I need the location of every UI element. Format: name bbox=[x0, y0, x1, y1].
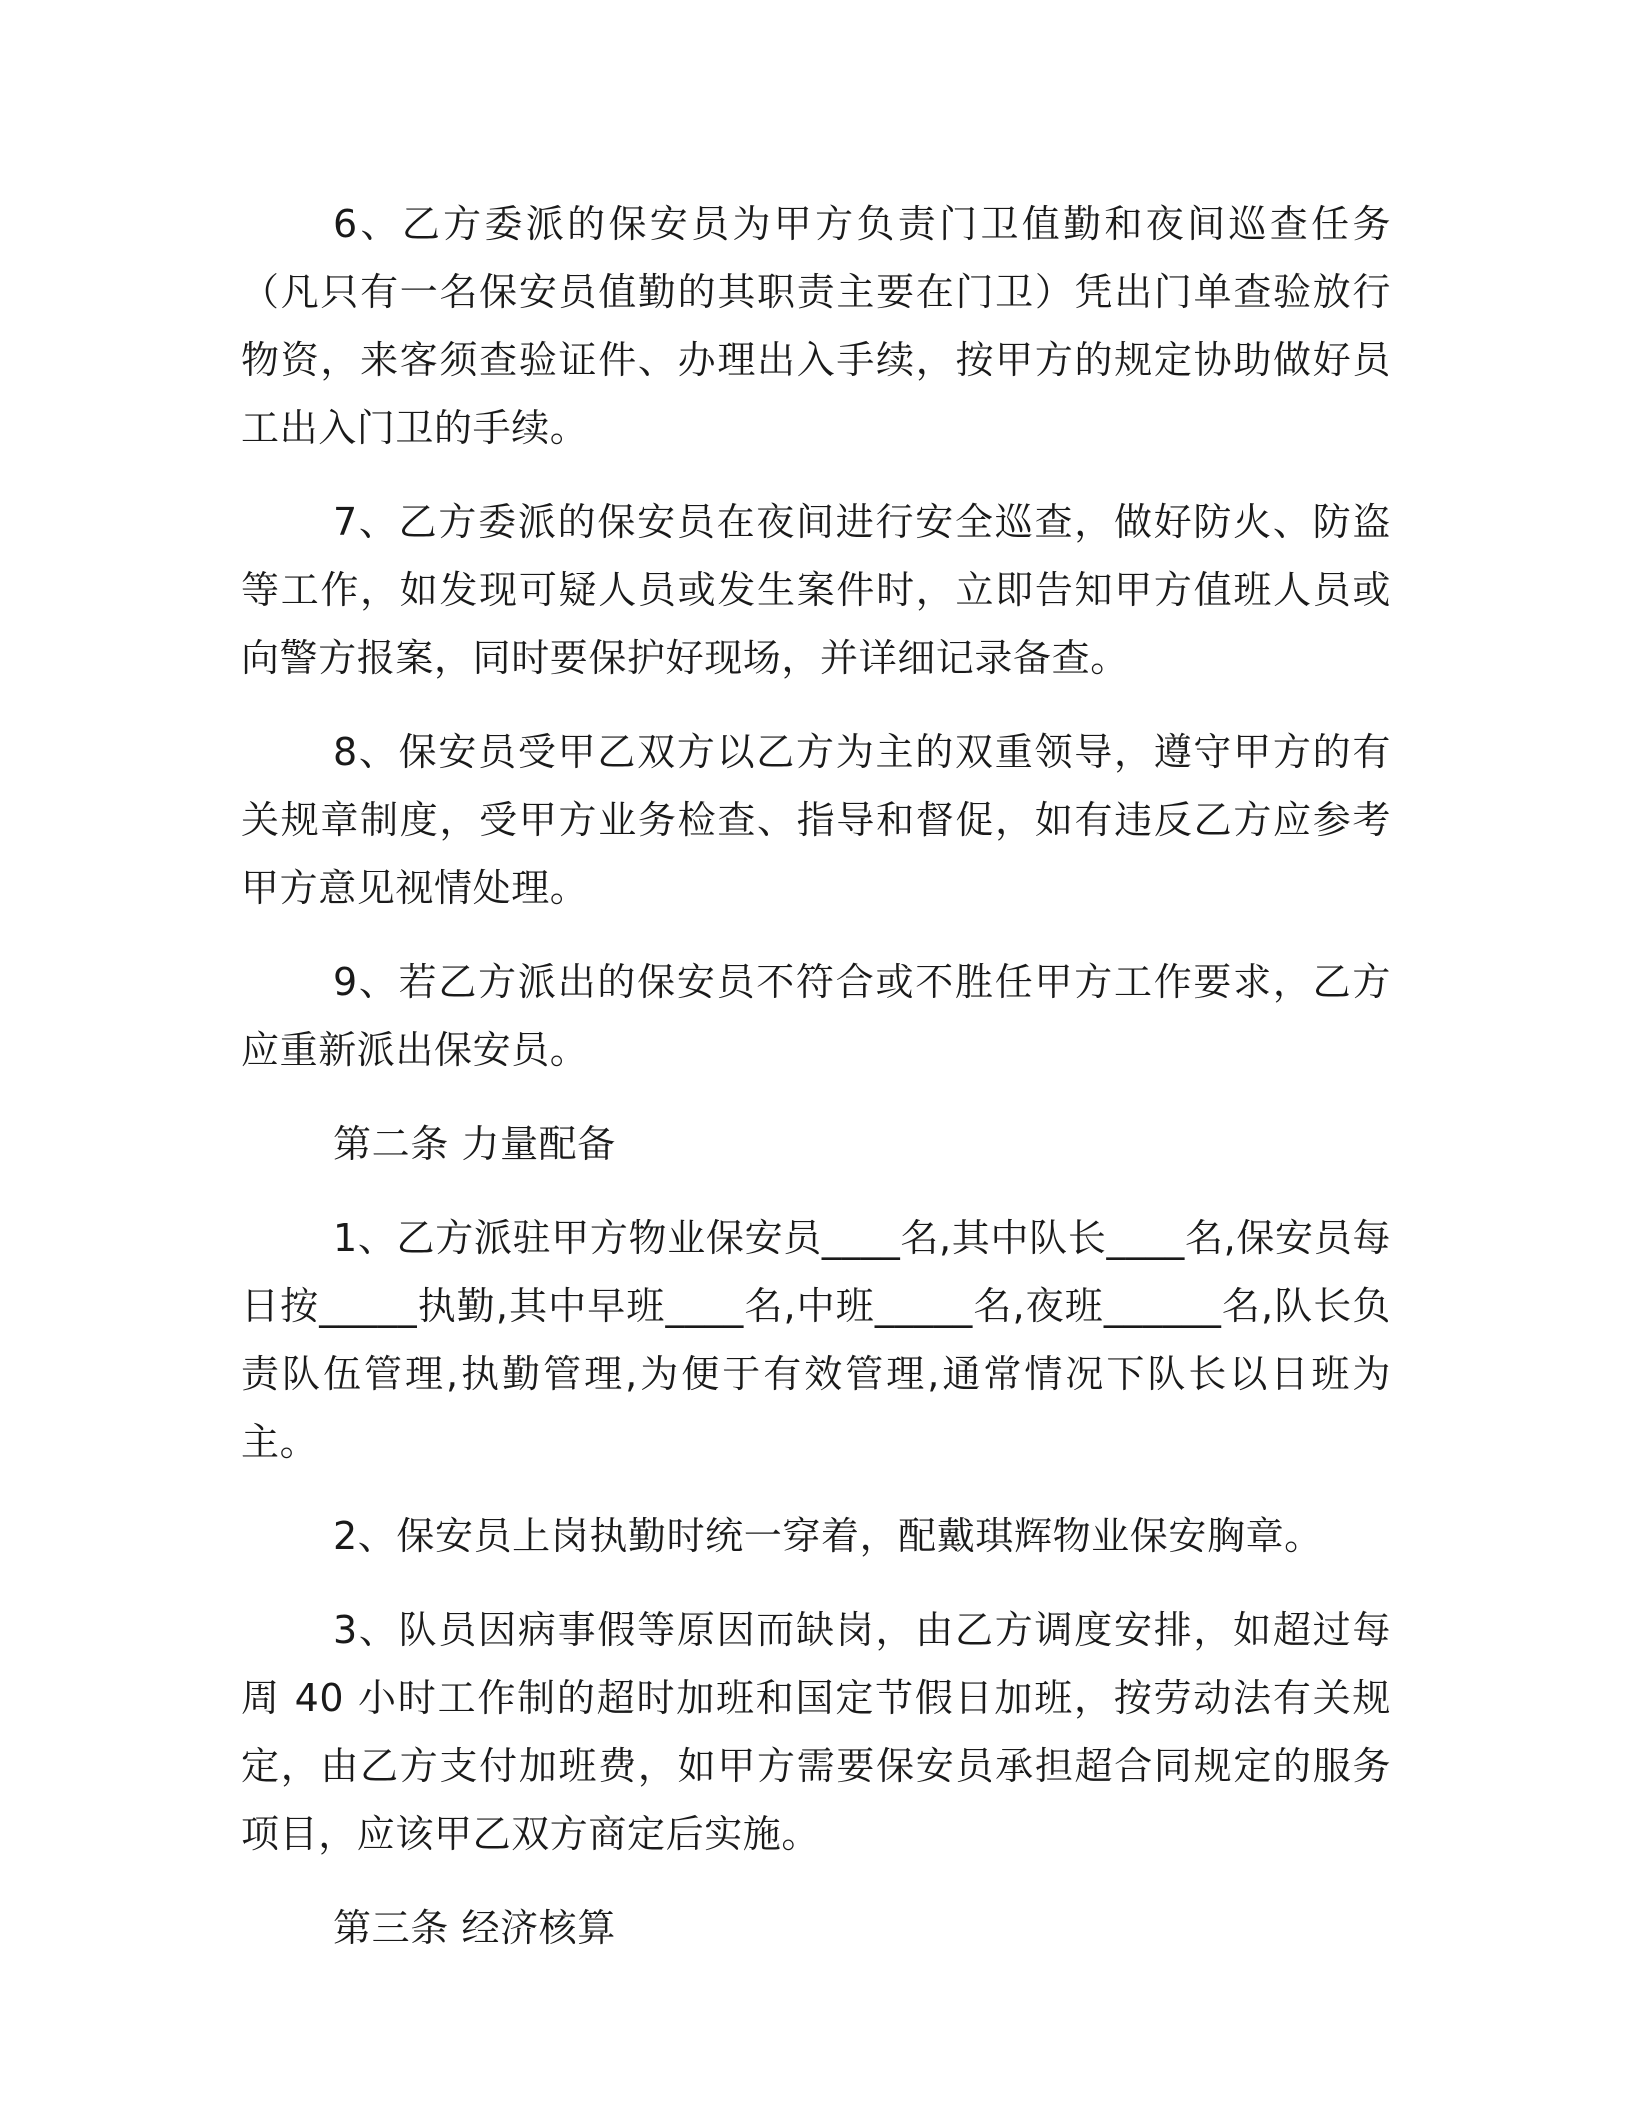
article-2-clause-1-paragraph: 1、乙方派驻甲方物业保安员____名,其中队长____名,保安员每日按_____执勤,其中早班____名,中班_____名,夜班______名,队长负责队伍管理,执勤管理,为便于有效管理,通常情况下队长以日班为主。 bbox=[241, 1216, 1391, 1464]
clause-7-paragraph: 7、乙方委派的保安员在夜间进行安全巡查，做好防火、防盗等工作，如发现可疑人员或发生案件时，立即告知甲方值班人员或向警方报案，同时要保护好现场，并详细记录备查。 bbox=[241, 500, 1391, 680]
clause-9-paragraph: 9、若乙方派出的保安员不符合或不胜任甲方工作要求，乙方应重新派出保安员。 bbox=[241, 960, 1391, 1072]
article-3-heading: 第三条 经济核算 bbox=[333, 1906, 616, 1950]
clause-6-paragraph: 6、乙方委派的保安员为甲方负责门卫值勤和夜间巡查任务（凡只有一名保安员值勤的其职责主要在门卫）凭出门单查验放行物资，来客须查验证件、办理出入手续，按甲方的规定协助做好员工出入门卫的手续。 bbox=[241, 202, 1391, 450]
article-2-heading: 第二条 力量配备 bbox=[333, 1122, 616, 1166]
article-2-clause-3-paragraph: 3、队员因病事假等原因而缺岗，由乙方调度安排，如超过每周 40 小时工作制的超时加班和国定节假日加班，按劳动法有关规定，由乙方支付加班费，如甲方需要保安员承担超合同规定的服务项目，应该甲乙双方商定后实施。 bbox=[241, 1608, 1391, 1856]
clause-8-paragraph: 8、保安员受甲乙双方以乙方为主的双重领导，遵守甲方的有关规章制度，受甲方业务检查、指导和督促，如有违反乙方应参考甲方意见视情处理。 bbox=[241, 730, 1391, 910]
document-page bbox=[241, 190, 1391, 1988]
article-2-clause-2-paragraph: 2、保安员上岗执勤时统一穿着，配戴琪辉物业保安胸章。 bbox=[333, 1514, 1323, 1558]
